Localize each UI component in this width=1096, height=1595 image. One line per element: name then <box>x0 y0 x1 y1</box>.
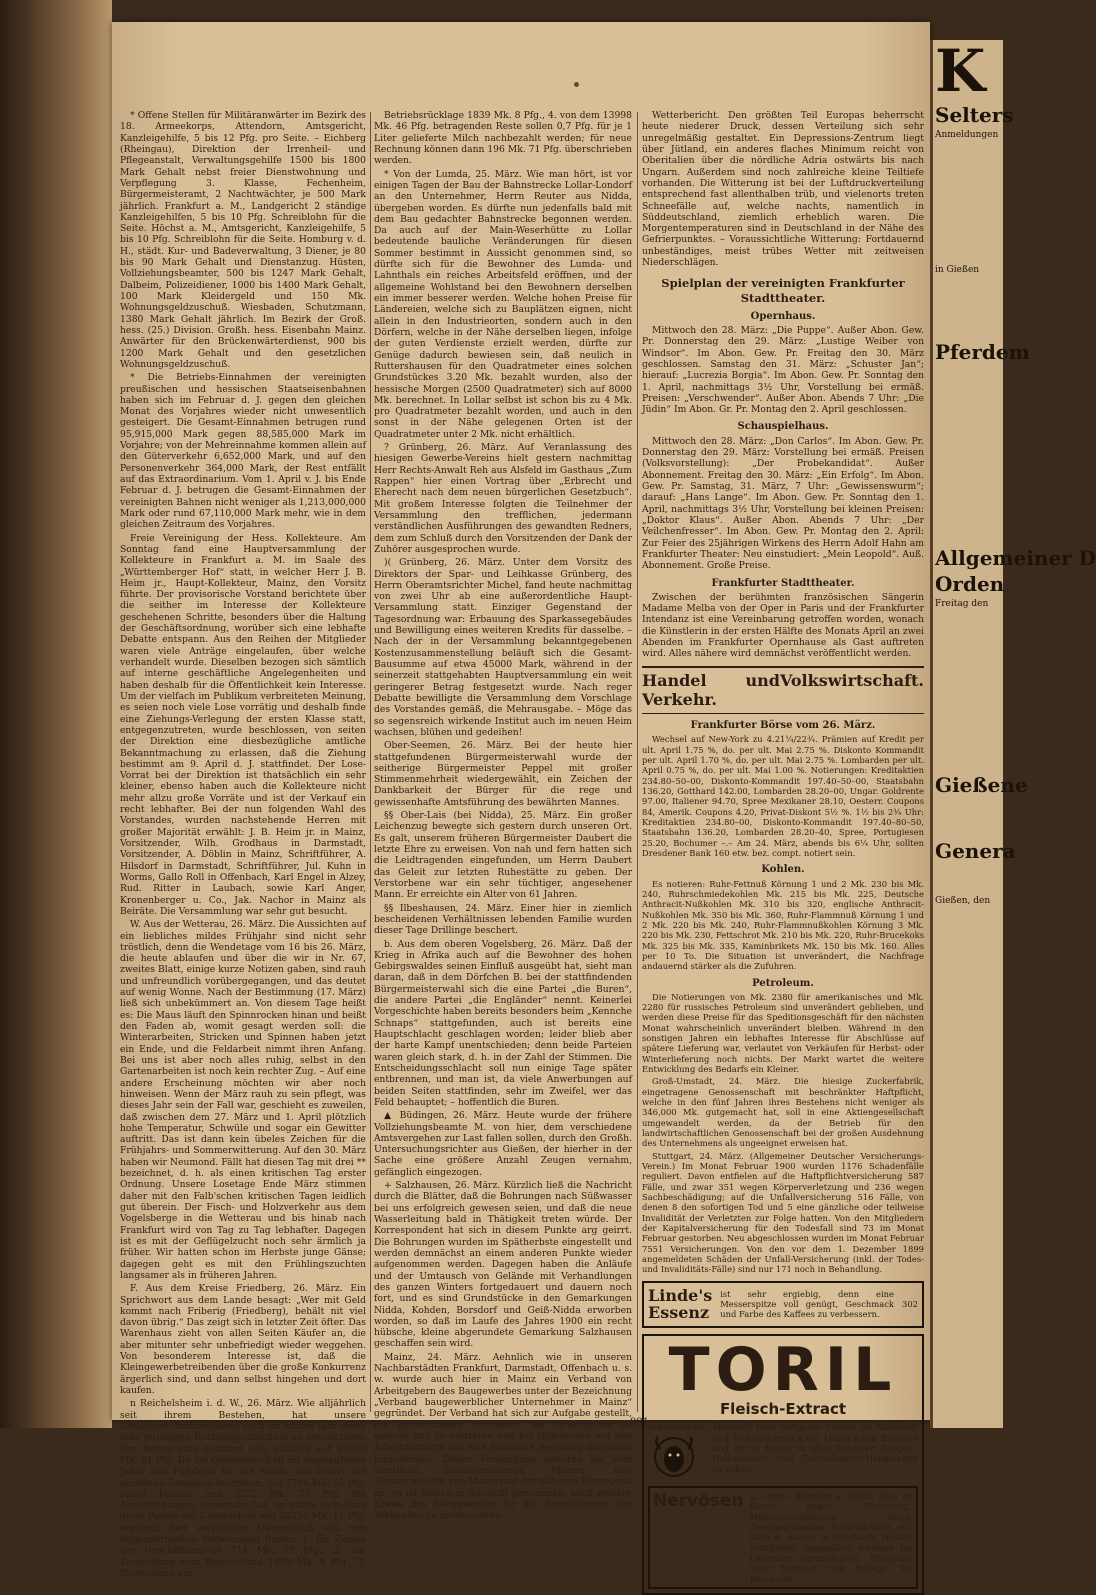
lindes-number: 302 <box>902 1299 918 1310</box>
stadttheater-heading: Frankfurter Stadttheater. <box>711 577 855 589</box>
stadttheater-text: Zwischen der berühmten französischen Sängerin Madame Melba von der Oper in Paris und der Frankfurter Intendanz ist eine Vereinbarung getroffen worden, wonach die Künstlerin in der ersten Hälfte des Monats April an zwei Abenden im Frankfurter Opernhause als Gast auftreten wird. Alles nähere wird demnächst veröffentlicht werden. <box>642 591 924 660</box>
ad-nervoesen <box>648 1486 918 1589</box>
petroleum-text: Die Notierungen von Mk. 2380 für amerikanisches und Mk. 2280 für russisches Petroleum sind unverändert geblieben, und werden diese Preise für das Speditionsgeschäft für den nächsten Monat wahrscheinlich unverändert bleiben. Während in den sonstigen Jahren ein lebhaftes Interesse für Abschlüsse auf spätere Lieferung war, verlautet von Verkäufen für Herbst- oder Winterlieferung noch nichts. Der Markt wartet die weitere Entwicklung des Bedarfs ein Kleiner. <box>642 991 924 1075</box>
article-salzhausen: + Salzhausen, 26. März. Kürzlich ließ die Nachricht durch die Blätter, daß die Bohrungen nach Süßwasser bei uns erfolgreich gewesen seien, und daß die neue Wasserleitung bald in Thätigkeit treten würde. Der Korrespondent hat sich in diesem Punkte arg geirrt. Die Bohrungen wurden im Spätherbste eingestellt und werden demnächst an einem anderen Punkte wieder aufgenommen werden. Dagegen haben die Anläufe und der Umtausch von Gelände mit Verhandlungen des ganzen Winters fortgedauert und dauern noch fort, und es sind Grundstücke in den Gemarkungen Nidda, Kohden, Borsdorf und Geiß-Nidda erworben worden, so daß im Laufe des Jahres 1900 ein recht hübsche, kleine abgerundete Gemarkung Salzhausen geschaffen sein wird. <box>374 1180 632 1350</box>
opera-heading: Opernhaus. <box>750 310 816 322</box>
newspaper-page <box>112 22 930 1584</box>
column-rule <box>370 112 371 1412</box>
toril-brand: TORIL <box>668 1334 898 1405</box>
boerse-text: Wechsel auf New-York zu 4.21¼/22¾. Prämien auf Kredit per ult. April 1.75 %, do. per ult. Mai 2.75 %. Diskonto Kommandit per ult. April 1.70 %, do. per ult. Mai 2.75 %. Lombarden per ult. April 0.75 %, do. per ult. Mai 1.00 %. Notierungen: Kreditaktien 234.80–50–00, Diskonto-Kommandit 197.40–50–00, Staatsbahn 136.20, Gotthard 142.00, Lombarden 28.20–00, Ungar. Goldrente 97.00, Italiener 94.70, Spree Mexikaner 28.10, Oesterr. Coupons 84, Amerik. Coupons 4.20, Privat-Diskont 5½ %. 1½ bis 2¾ Uhr: Kreditaktien 234.80–00, Diskonto-Kommandit 197.40–80–50, Staatsbahn 136.20, Lombarden 28.20–40, Spree, Portugiesen 25.20, Bochumer –.– Am 24. März, abends bis 6¼ Uhr, sollten Dresdener Bank 160 etw. bez. compt. notiert sein. <box>642 734 924 858</box>
adjacent-line: Anmeldungen <box>935 130 999 140</box>
article-mainz: Mainz, 24. März. Aehnlich wie in unseren Nachbarstädten Frankfurt, Darmstadt, Offenbach u. s. w. wurde auch hier in Mainz ein Verband von Arbeitgebern des Baugewerbes unter der Bezeichnung „Verband baugewerblicher Unternehmer in Mainz“ gegründet. Der Verband hat sich zur Aufgabe gestellt, die gemeinsamen Interessen der Arbeitgeber zu wahren und zu vertreten und bei Differenzen mit den Arbeitnehmern auf eine friedliche Regelung derselben hinzuwirken. Dieser Vereinigung gehören bis jetzt sämtliche Bauunternehmer, Maurer- und Zimmermeister von Mainz und der näheren Umgegend an, es ist jedoch in Aussicht genommen, auch weitere Kreise des Baugewerbes für die Bestrebungen des Verbandes zu interessieren. <box>374 1351 632 1522</box>
lindes-brand: Linde's Essenz <box>648 1285 713 1323</box>
petroleum-heading: Petroleum. <box>752 977 814 989</box>
toril-subtitle: Fleisch-Extract <box>719 1399 847 1418</box>
finance-title-left: Handel und Verkehr. <box>642 670 780 710</box>
toril-trademark <box>648 1422 707 1482</box>
article-military-posts: * Offene Stellen für Militäranwärter im Bezirk des 18. Armeekorps, Attendorn, Amtsgericht, Kanzleigehilfe, 5 bis 12 Pfg. pro Seite. – Eichberg (Rheingau), Direktion der Irrenheil- und Pflegeanstalt, Verwaltungsgehilfe 1500 bis 1800 Mark Gehalt nebst freier Dienstwohnung und Verpflegung 3. Klasse, Fechenheim, Bürgermeisteramt, 2 Nachtwächter, je 500 Mark jährlich. Frankfurt a. M., Landgericht 2 ständige Kanzleigehilfen, 5 bis 10 Pfg. Schreiblohn für die Seite. Höchst a. M., Amtsgericht, Kanzleigehilfe, 5 bis 10 Pfg. Schreiblohn für die Seite. Homburg v. d. H., städt. Kur- und Badeverwaltung, 3 Diener, je 80 bis 90 Mark Gehalt und Dienstanzug. Hüsten, Vollziehungsbeamter, 500 bis 1247 Mark Gehalt, Dalbeim, Polizeidiener, 1000 bis 1400 Mark Gehalt, 100 Mark Kleidergeld und 150 Mk. Wohnungsgeldzuschuß. Wiesbaden, Schutzmann, 1380 Mark Gehalt jährlich. Im Bezirk der Groß. hess. (25.) Division. Großh. hess. Eisenbahn Mainz. Anwärter für den Brückenwärterdienst, 900 bis 1200 Mark Gehalt und den gesetzlichen Wohnungsgeldzuschuß. <box>120 110 366 370</box>
article-ilbeshausen: §§ Ilbeshausen, 24. März. Einer hier in ziemlich bescheidenen Verhältnissen lebenden Familie wurden dieser Tage Drillinge beschert. <box>374 902 632 937</box>
finance-section-title <box>642 666 924 714</box>
kohlen-text: Es notieren: Ruhr-Fettnuß Körnung 1 und 2 Mk. 230 bis Mk. 240, Ruhrschmiedekohlen Mk. 215 bis Mk. 225, Deutsche Anthracit-Nußkohlen Mk. 310 bis 320, englische Anthracit-Nußkohlen Mk. 350 bis Mk. 360, Ruhr-Flammnuß Körnung 1 und 2 Mk. 220 bis Mk. 240, Ruhr-Flammnußkohlen Körnung 3 Mk. 220 bis Mk. 230, Fettschrot Mk. 210 bis Mk. 220, Ruhr-Brucekoks Mk. 325 bis Mk. 335, Kaminbrikets Mk. 150 bis Mk. 160. Alles per 10 To. Die Situation ist unverändert, die Nachfrage andauernd stärker als die Zufuhren. <box>642 878 924 972</box>
toril-text: übertrifft trotz billigeren Preises an Nährkraft und Wohlgeschmack die Liebig'schen Extracte und ist zu haben in allen besseren Drogen-, Delicatessen- und Colonialwaren-Handlungen zu haben. <box>712 1422 918 1474</box>
adjacent-line: Gießen, den <box>935 895 991 906</box>
article-buedingen: ▲ Büdingen, 26. März. Heute wurde der frühere Vollziehungsbeamte M. von hier, dem verschiedene Amtsvergehen zur Last fallen sollen, durch den Großh. Untersuchungsrichter aus Gießen, der hierher in der Sache eine größere Anzahl Zeugen vernahm, gefänglich eingezogen. <box>374 1110 632 1178</box>
article-railway-income: * Die Betriebs-Einnahmen der vereinigten preußischen und hessischen Staatseisenbahnen haben sich im Februar d. J. gegen den gleichen Monat des Vorjahres wieder nicht unwesentlich gesteigert. Die Gesamt-Einnahmen betrugen rund 95,915,000 Mark gegen 88,585,000 Mark im Vorjahre; von der Mehreinnahme kommen allein auf den Güterverkehr 6,652,000 Mark, und auf den Personenverkehr 364,000 Mark, der Rest entfällt auf das Extraordinarium. Vom 1. April v. J. bis Ende Februar d. J. betrugen die Gesamt-Einnahmen der vereinigten Bahnen nicht weniger als 1,213,000,000 Mark oder rund 67,110,000 Mark mehr, wie in dem gleichen Zeitraum des Vorjahres. <box>120 372 366 531</box>
gross-umstadt-text: Groß-Umstadt, 24. März. Die hiesige Zuckerfabrik, eingetragene Genossenschaft mit beschränkter Haftpflicht, welche in den fünf Jahren ihres Bestehens nicht weniger als 346,000 Mk. gutgemacht hat, soll in eine Aktiengesellschaft umgewandelt werden, da der Betrieb für den landwirtschaftlichen Genossenschaft bei der großen Ausdehnung des Unternehmens als ungeeignet erweisen hat. <box>642 1076 924 1149</box>
column-2 <box>374 110 632 1522</box>
adjacent-heading: Allgemeiner D <box>935 545 1096 570</box>
opera-schedule: Mittwoch den 28. März: „Die Puppe“. Außer Abon. Gew. Pr. Donnerstag den 29. März: „Lustige Weiber von Windsor“. Im Abon. Gew. Pr. Freitag den 30. März geschlossen. Samstag den 31. März: „Schuster Jan“; hierauf: „Lucrezia Borgia“. Im Abon. Gew. Pr. Sonntag den 1. April, nachmittags 3½ Uhr, Vorstellung bei ermäß. Preisen: „Verschwender“. Außer Abon. Abends 7 Uhr: „Die Jüdin“ Im Abon. Gr. Pr. Montag den 2. April geschlossen. <box>642 324 924 416</box>
article-collectors-association: Freie Vereinigung der Hess. Kollekteure. Am Sonntag fand eine Hauptversammlung der Kollekteure in Frankfurt a. M. im Saale des „Württemberger Hof“ statt, in welcher Herr J. B. Heim jr., Haupt-Kollekteur, Mainz, den Vorsitz führte. Der provisorische Vorstand berichtete über die seither im Interesse der Kollekteure geschehenen Schritte, besonders über die Haltung der Geschäftsordnung, worüber sich eine lebhafte Debatte entspann. Aus den Reihen der Mitglieder waren viele Anträge eingelaufen, über welche verhandelt wurde. Dieselben bezogen sich sämtlich auf interne geschäftliche Angelegenheiten und haben deshalb für die Öffentlichkeit kein Interesse. Um der vielfach im Publikum verbreiteten Meinung, es seien noch viele Lose vorrätig und deshalb finde eine Ziehungs-Verlegung der ersten Klasse statt, entgegenzutreten, wurde beschlossen, von seiten der Direktion eine diesbezügliche amtliche Bekanntmachung zu erlassen, daß die Ziehung bestimmt am 9. April d. J. stattfindet. Der Lose-Vorrat bei der Direktion ist thatsächlich ein sehr kleiner, ebenso haben auch die Kollekteure nicht mehr allzu große Vorräte und ist der Verkauf ein recht lebhafter. Bei der nun folgenden Wahl des Vorstandes, wurden nachstehende Herren mit großer Majorität erwählt: J. B. Heim jr. in Mainz, Vorsitzender, Wilh. Grodhaus in Darmstadt, Vorsitzender, A. Döblin in Mainz, Schriftführer, A. Hilsdorf in Darmstadt, Schriftführer, Jul. Kuhn in Worms, Gallo Roll in Offenbach, Karl Engel in Alzey, Rud. Ritter in Laubach, sowie Karl Anger, Kronenberger u. Co., Jak. Nachor in Mainz als Beiräte. Die Versammlung war sehr gut besucht. <box>120 532 366 917</box>
page-number: 991 <box>630 1417 650 1428</box>
adjacent-line: Freitag den <box>935 598 989 609</box>
toril-mark-label: Schutzmarke. <box>648 1422 707 1433</box>
lindes-text: ist sehr ergiebig, denn eine Messerspitze voll genügt, Geschmack und Farbe des Kaffees zu verbessern. <box>720 1288 894 1320</box>
nervoesen-text: u. chron. Kranken z. Notiz, dass m. Kuren gegen Herzerreg., Magenverstimmung, Angst, Zwangsgedanken, Schwächezust. etc. auch d. Saison in Auerbach, Hessen stattfinden. Spezialärzt wirksam bei Leitender Darmträgheit. Prospekte über Eigenart und Erfolge: Dr. Borcherdt. <box>749 1490 913 1584</box>
article-reichelsheim-cont: Betriebsrücklage 1839 Mk. 8 Pfg., 4. von dem 13998 Mk. 46 Pfg. betragenden Reste sollen 0,7 Pfg. für je 1 Liter gelieferte Milch nachbezahlt werden; für neue Rechnung können dann 196 Mk. 71 Pfg. überschrieben werden. <box>374 110 632 167</box>
adjacent-heading: Selters <box>935 103 1014 127</box>
schauspiel-schedule: Mittwoch den 28. März: „Don Carlos“. Im Abon. Gew. Pr. Donnerstag den 29. März: Vorstellung bei ermäß. Preisen (Volksvorstellung): „Der Probekandidat“. Außer Abonnement. Freitag den 30. März: „Ein Erfolg“. Im Abon. Gew. Pr. Samstag, 31. März, 7 Uhr: „Gewissenswurm“; darauf: „Hans Lange“. Im Abon. Gew. Pr. Sonntag den 1. April, nachmittags 3½ Uhr, Vorstellung bei kleinen Preisen: „Doktor Klaus“. Außer Abon. Abends 7 Uhr: „Der Veilchenfresser“. Im Abon. Gew. Pr. Montag den 2. April: Zur Feier des 25jährigen Wirkens des Herrn Adolf Hahn am Frankfurter Theater: Neu einstudiert: „Mein Leopold“. Auß. Abonnement. Große Preise. <box>642 435 924 572</box>
article-gruenberg-savings: )( Grünberg, 26. März. Unter dem Vorsitz des Direktors der Spar- und Leihkasse Grünberg, des Herrn Oberamtsrichter Michel, fand heute nachmittag von zwei Uhr ab eine außerordentliche Haupt-Versammlung statt. Einziger Gegenstand der Tagesordnung war: Erbauung des Sparkassegebäudes und Bewilligung eines weiteren Kredits für dasselbe. – Nach der in der Versammlung bekanntgegebenen Kostenzusammenstellung beläuft sich die Gesamt-Bausumme auf etwa 45000 Mark, während in der seinerzeit stattgehabten Hauptversammlung ein weit geringerer Betrag festgesetzt wurde. Nach reger Debatte bewilligte die Versammlung dem Vorschlage des Vorstandes gemäß, die Mehrausgabe. – Möge das so segensreich wirkende Institut auch im neuen Heim wachsen, blühen und gedeihen! <box>374 557 632 738</box>
adjacent-heading: Gießene <box>935 772 1028 797</box>
ox-head-icon <box>648 1433 700 1479</box>
article-friedberg: F. Aus dem Kreise Friedberg, 26. März. Ein Sprichwort aus dem Lande besagt: „Wer mit Geld kommt nach Friberig (Friedberg), behält nit viel davon übrig.“ Das zeigt sich in letzter Zeit öfter. Das Warenhaus zieht von allen Seiten Käufer an, die aber mitunter sehr unbefriedigt wieder weggehen. Von besonderem Interesse ist, daß die Kleingewerbetreibenden über die große Konkurrenz ärgerlich sind, und dann selbst hingehen und dort kaufen. <box>120 1283 366 1396</box>
binding-mark <box>574 82 579 87</box>
theater-heading: Spielplan der vereinigten Frankfurter Stadttheater. <box>661 276 905 305</box>
column-rule <box>637 112 638 1412</box>
adjacent-line: in Gießen <box>935 265 980 276</box>
adjacent-heading: Orden <box>935 571 1005 596</box>
column-3 <box>642 110 924 1584</box>
article-wetterau-weather: W. Aus der Wetterau, 26. März. Die Aussichten auf ein liebliches mildes Frühjahr sind nicht sehr tröstlich, denn die Wendetage vom 16 bis 26. März, die heute ablaufen und über die wir in Nr. 67, zweites Blatt, einige kurze Notizen gaben, sind rauh und unfreundlich vorübergegangen, und das deutet auf wenig Wonne. Nach der Bestimmung (17. März) ließ sich unbekümmert an. Von diesem Tage heißt es: Die Maus läuft den Spinnrocken hinan und beißt den Faden ab, womit gesagt werden soll: die Winterarbeiten, Stricken und Spinnen haben jetzt ein Ende, und die Feldarbeit nimmt ihren Anfang. Bei uns ist aber noch alles ruhig, selbst in den Gartenarbeiten ist noch kein rechter Zug. – Auf eine andere Erscheinung möchten wir aber noch hinweisen. Wenn der März rauh zu sein pflegt, was dieses Jahr sein der Fall war, geschieht es zuweilen, daß zwischen dem 27. März und 1. April plötzlich hohe Temperatur, Schwüle und sogar ein Gewitter auftritt. Das ist dann kein übeles Zeichen für die Frühjahrs- und Sommerwitterung. Auf den 30. März haben wir Neumond. Fällt hat diesen Tag mit drei ** bezeichnet, d. h. als einen kritischen Tag erster Ordnung. Unsere Losetage Ende März stimmen daher mit den Falb'schen kritischen Tagen leidlich gut überein. Der Fisch- und Holzverkehr aus dem Vogelsberge in die Wetterau und bis hinab nach Frankfurt wird von Tag zu Tag lebhafter. Dagegen ist es mit der Geflügelzucht noch sehr ärmlich ja früher. Wir hatten schon im Herbste junge Gänse; dagegen geht es mit den Frühlingszuchten langsamer als in früheren Jahren. <box>120 919 366 1281</box>
kohlen-heading: Kohlen. <box>761 864 805 876</box>
adjacent-heading: Genera <box>935 838 1016 863</box>
article-lumda: * Von der Lumda, 25. März. Wie man hört, ist vor einigen Tagen der Bau der Bahnstrecke Lollar-Londorf an den Unternehmer, Herrn Reuter aus Nidda, übergeben worden. Es dürfte nun jedenfalls bald mit dem Bau gedachter Bahnstrecke begonnen werden. Da auch auf der Main-Weserhütte zu Lollar bedeutende bauliche Veränderungen für diesen Sommer bestimmt in Aussicht genommen sind, so dürfte sich für die Bewohner des Lumda- und Lahnthals ein reiches Arbeitsfeld eröffnen, und der allgemeine Wohlstand bei den Bewohnern derselben ein immer besserer werden. Welche hohen Preise für Ländereien, welche sich zu Bauplätzen eignen, nicht allein in den Industrieorten, sondern auch in den Dörfern, welche in der Nähe derselben liegen, infolge der guten Verdienste erzielt werden, dürfte zur Genüge dadurch bewiesen sein, daß neulich in Ruttershausen für den Quadratmeter eines solchen Grundstückes 3.20 Mk. bezahlt wurden, also der hessische Morgen (2500 Quadratmeter) sich auf 8000 Mk. berechnet. In Lollar selbst ist schon bis zu 4 Mk. pro Quadratmeter bezahlt worden, und auch in den sonst in der Nähe gelegenen Orten ist der Quadratmeter unter 2 Mk. nicht erhältlich. <box>374 168 632 440</box>
nervoesen-word: Nervösen <box>653 1490 744 1511</box>
finance-title-right: Volkswirtschaft. <box>779 670 924 690</box>
ad-toril <box>642 1334 924 1595</box>
adjacent-heading: Pferdem <box>935 339 1030 364</box>
article-ober-seemen: Ober-Seemen, 26. März. Bei der heute hier stattgefundenen Bürgermeisterwahl wurde der seitherige Bürgermeister Peppel mit großer Stimmenmehrheit wiedergewählt, ein Zeichen der Dankbarkeit der Bürger für die rege und gewissenhafte Amtsführung des bewährten Mannes. <box>374 740 632 808</box>
schauspiel-heading: Schauspielhaus. <box>737 421 829 433</box>
boerse-heading: Frankfurter Börse vom 26. März. <box>690 720 876 732</box>
adjacent-page <box>930 37 1096 1428</box>
weather-report: Wetterbericht. Den größten Teil Europas beherrscht heute niederer Druck, dessen Verteilung sich sehr unregelmäßig gestaltet. Ein Depressions-Zentrum liegt über Jütland, ein anderes flaches Minimum reicht von Oberitalien über die nördliche Adria ostwärts bis nach Ungarn. Außerdem sind noch zahlreiche kleine Teiltiefe vorhanden. Die Witterung ist bei der Luftdruckverteilung entsprechend fast allenthalben trüb, und vielenorts treten Schneefälle auf, welche nachts, namentlich in Süddeutschland, ziemlich erheblich waren. Die Morgentemperaturen sind in Deutschland in der Nähe des Gefrierpunktes. – Voraussichtliche Witterung: Fortdauernd unbeständiges, meist trübes Wetter mit zeitweisen Niederschlägen. <box>642 110 924 269</box>
article-gruenberg-lecture: ? Grünberg, 26. März. Auf Veranlassung des hiesigen Gewerbe-Vereins hielt gestern nachmittag Herr Rechts-Anwalt Reh aus Alsfeld im Gasthaus „Zum Rappen“ hier einen Vortrag über „Erbrecht und Eherecht nach dem neuen bürgerlichen Gesetzbuch“. Mit großem Interesse folgten die Teilnehmer der Versammlung den trefflichen, jedermann verständlichen Ausführungen des gewandten Redners, dem zum Schluß durch den Vorsitzenden der Dank der Zuhörer ausgesprochen wurde. <box>374 442 632 555</box>
stuttgart-text: Stuttgart, 24. März. (Allgemeiner Deutscher Versicherungs-Verein.) Im Monat Februar 1900 wurden 1176 Schadenfälle reguliert. Davon entfielen auf die Haftpflichtversicherung 587 Fälle, und zwar 351 wegen Körperverletzung und 236 wegen Sachbeschädigung; auf die Unfallversicherung 516 Fälle, von denen 8 den sofortigen Tod und 5 eine gänzliche oder teilweise Invalidität der Verletzten zur Folge hatten. Von den Mitgliedern der Kapitalversicherung für den Todesfall sind 73 im Monat Februar gestorben. Neu abgeschlossen wurden im Monat Februar 7551 Versicherungen. Von den vor dem 1. Dezember 1899 angemeldeten Schäden der Unfall-Versicherung (inkl. der Todes- und Invaliditäts-Fälle) sind nur 171 noch in Behandlung. <box>642 1150 924 1275</box>
toril-body <box>648 1422 918 1482</box>
book-gutter <box>0 0 112 1428</box>
adjacent-big-letter: K <box>935 37 986 105</box>
column-1 <box>120 110 366 1579</box>
article-ober-lais: §§ Ober-Lais (bei Nidda), 25. März. Ein großer Leichenzug bewegte sich gestern durch unseren Ort. Es galt, unserem früheren Bürgermeister Daubert die letzte Ehre zu erweisen. Von nah und fern hatten sich die Leidtragenden eingefunden, um Herrn Daubert das Geleit zur letzten Ruhestätte zu geben. Der Verstorbene war ein sehr tüchtiger, angesehener Mann. Er erreichte ein Alter von 61 Jahren. <box>374 810 632 901</box>
article-vogelsberg: b. Aus dem oberen Vogelsberg, 26. März. Daß der Krieg in Afrika auch auf die Bewohner des hohen Gebirgswaldes seinen Einfluß ausgeübt hat, sieht man daran, daß in dem Dörfchen B. bei der stattfindenden Bürgermeisterwahl sich die eine Partei „die Buren“, die andere Partei „die Engländer“ nennt. Keinerlei Vorgeschichte haben bereits besonders beim „Kennche Schnaps“ stattgefunden, auch ist bereits eine Hauptschlacht geschlagen worden; leider blieb aber der harte Kampf unentschieden; denn beide Parteien waren gleich stark, d. h. in der Zahl der Stimmen. Die Entscheidungsschlacht soll nun einige Tage später entbrennen, und man ist, da viele Anwerbungen auf beiden Seiten stattfinden, sehr im Zweifel, wer das Feld behauptet; – hoffentlich die Buren. <box>374 938 632 1108</box>
ad-lindes-essenz <box>642 1281 924 1328</box>
article-reichelsheim: n Reichelsheim i. d. W., 26. März. Wie alljährlich seit ihrem Bestehen, hat unsere Genossenschaftsmolkerei auch im letzten Jahr einen sehr günstigen Rechnungsabschluß zu verzeichnen. Der Reingewinn beziffert sich nämlich auf 18390 Mk. 81 Pfg. Da die Genossenschaft im abgelaufenen Jahre den Fuhrlohn für die Milch, den früher die einzelnen Genossen bestritten, mit 7706 Mk. 55 Pfg. selbst bezahlt und 2252 Mk. 75 Pfg. für Abschreibungen verwendet hat, so würde sich ohne diese Posten ein Ueberschuß von 28350 Mk. 11 Pfg. ergeben. Der verfügbare Ueberschuß soll nun folgendermaßen Verwendung finden: 1. für Zinsen der Geschäftsanteile 714 Mk. 19 Pfg., 2. zur Zuwendung zum Reservefond 1839 Mk. 8 Pfg., 3. Zuwendung zur <box>120 1398 366 1579</box>
